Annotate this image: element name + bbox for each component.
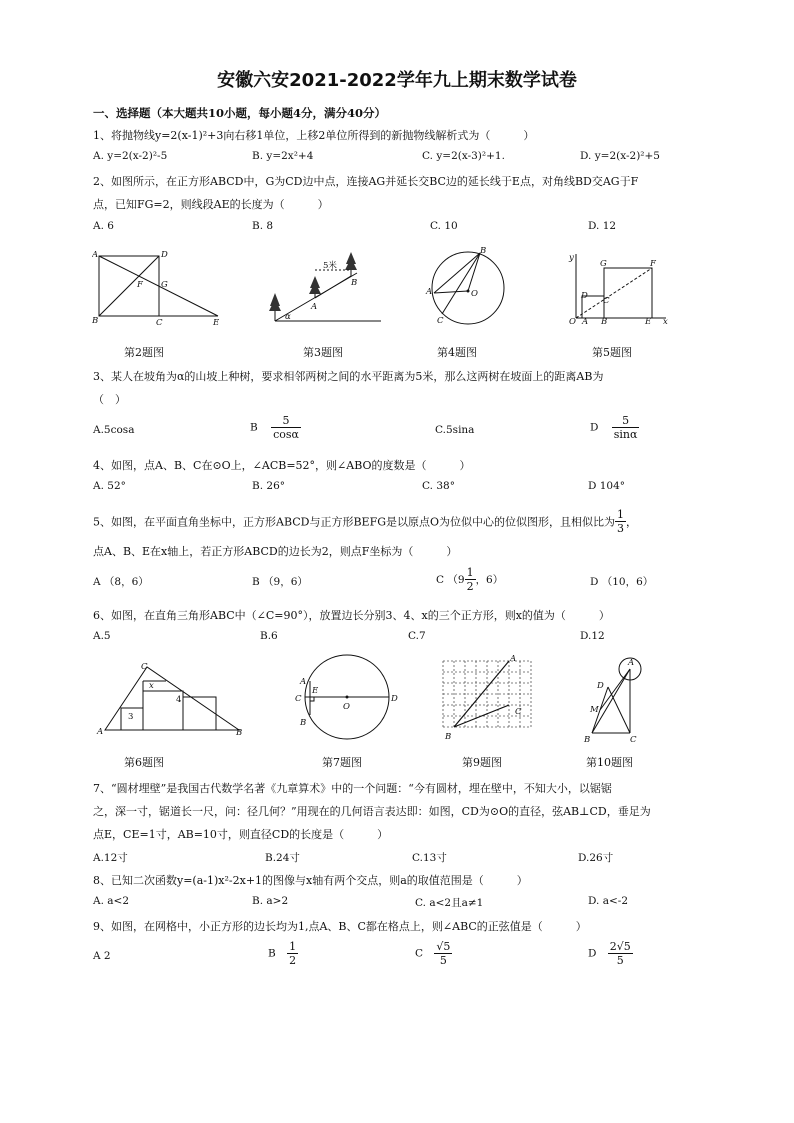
q5-c-prefix: C （9: [436, 574, 465, 586]
caption-fig7: 第7题图: [322, 756, 362, 769]
label-C: C: [603, 296, 610, 306]
caption-fig3: 第3题图: [303, 346, 343, 359]
q9-option-c: [415, 940, 452, 967]
caption-fig2: 第2题图: [124, 346, 164, 359]
q5-c-denominator: 2: [466, 580, 474, 593]
q1-option-c: C. y=2(x-3)²+1.: [422, 150, 505, 162]
q9-d-numerator: 2√5: [609, 940, 631, 953]
label-x: x: [149, 681, 154, 691]
q6-option-d: D.12: [580, 630, 605, 642]
q7-option-d: D.26寸: [578, 852, 614, 864]
q5-c-suffix: ，6）: [475, 574, 504, 586]
q4-option-a: A. 52°: [93, 480, 126, 492]
figure-q6: [95, 657, 255, 741]
question-1-stem: 1、将抛物线y=2(x-1)²+3向右移1单位，上移2单位所得到的新抛物线解析式为（ ）: [93, 129, 535, 142]
q5-ratio-numerator: 1: [617, 508, 625, 521]
q3-b-numerator: 5: [271, 414, 301, 428]
q7-option-b: B.24寸: [265, 852, 300, 864]
figure-q5: [562, 248, 674, 326]
label-C: C: [156, 318, 163, 328]
question-2-line2: 点，已知FG=2，则线段AE的长度为（ ）: [93, 198, 329, 211]
question-9-stem: 9、如图，在网格中，小正方形的边长均为1,点A、B、C都在格点上，则∠ABC的正弦值是（ ）: [93, 920, 587, 933]
label-C: C: [295, 694, 302, 704]
label-A: A: [92, 250, 99, 260]
label-D: D: [161, 250, 168, 260]
label-E: E: [213, 318, 220, 328]
q5-option-a: A （8，6）: [93, 576, 149, 588]
q9-option-d-label: D: [588, 947, 597, 960]
label-B: B: [445, 732, 452, 742]
q3-option-c: C.5sina: [435, 424, 475, 436]
label-B: B: [92, 316, 99, 326]
q9-b-numerator: 1: [289, 940, 297, 953]
q6-option-c: C.7: [408, 630, 426, 642]
label-E: E: [645, 317, 652, 326]
label-D: D: [391, 694, 398, 704]
section-heading: 一、选择题（本大题共10小题，每小题4分，满分40分）: [93, 106, 387, 120]
figure-q4: [424, 244, 514, 328]
label-A: A: [97, 727, 104, 737]
label-y: y: [569, 253, 574, 263]
q7-option-c: C.13寸: [412, 852, 447, 864]
label-D: D: [597, 681, 604, 691]
label-G: G: [600, 259, 607, 269]
q2-option-c: C. 10: [430, 220, 458, 232]
q9-c-denominator: 5: [439, 954, 447, 967]
question-4-stem: 4、如图，点A、B、C在⊙O上，∠ACB=52°，则∠ABO的度数是（ ）: [93, 459, 471, 472]
q5-line1-text: 5、如图，在平面直角坐标中，正方形ABCD与正方形BEFG是以原点O为位似中心的位似图形，且相似比为: [93, 515, 616, 529]
q5-option-c: [436, 566, 503, 593]
question-2-line1: 2、如图所示，在正方形ABCD中，G为CD边中点，连接AG并延长交BC边的延长线于E点，对角线BD交AG于F: [93, 175, 639, 188]
q1-option-a: A. y=2(x-2)²-5: [93, 150, 168, 162]
q1-option-d: D. y=2(x-2)²+5: [580, 150, 660, 162]
q3-option-b-label: B: [250, 421, 258, 434]
label-O: O: [471, 289, 478, 299]
label-B: B: [480, 246, 487, 256]
label-A: A: [582, 317, 589, 326]
label-G: G: [161, 280, 168, 290]
question-7-line3: 点E，CE=1寸，AB=10寸，则直径CD的长度是（ ）: [93, 828, 389, 841]
figure-q3: [265, 246, 387, 328]
q3-option-b: [250, 414, 301, 441]
caption-fig10: 第10题图: [586, 756, 633, 769]
q8-option-b: B. a>2: [252, 895, 289, 907]
q9-option-b-label: B: [268, 947, 276, 960]
label-C: C: [437, 316, 444, 326]
label-E: E: [312, 686, 319, 696]
question-3-line2: （ ）: [93, 393, 126, 406]
label-C: C: [515, 707, 522, 717]
page-title: 安徽六安2021-2022学年九上期末数学试卷: [217, 70, 577, 91]
label-O: O: [569, 317, 576, 326]
label-alpha: α: [285, 312, 291, 322]
figure-q10: [582, 653, 652, 743]
label-B: B: [300, 718, 307, 728]
label-A: A: [510, 654, 517, 664]
q5-c-numerator: 1: [466, 566, 474, 579]
label-3: 3: [128, 712, 134, 722]
label-F: F: [137, 280, 143, 290]
label-M: M: [590, 705, 599, 715]
question-8-stem: 8、已知二次函数y=(a-1)x²-2x+1的图像与x轴有两个交点，则a的取值范围是（ ）: [93, 874, 528, 887]
question-7-line2: 之，深一寸，锯道长一尺，问：径几何？”用现在的几何语言表达即：如图，CD为⊙O的直径，弦AB⊥CD，垂足为: [93, 805, 651, 818]
q5-ratio-end: ，: [626, 515, 638, 529]
q5-option-d: D （10，6）: [590, 576, 654, 588]
label-A: A: [311, 302, 318, 312]
q4-option-d: D 104°: [588, 480, 626, 492]
q8-option-c: C. a<2且a≠1: [415, 897, 484, 909]
q8-option-d: D. a<-2: [588, 895, 629, 907]
caption-fig4: 第4题图: [437, 346, 477, 359]
q9-option-a: A 2: [93, 950, 111, 962]
label-A: A: [426, 287, 433, 297]
q4-option-c: C. 38°: [422, 480, 455, 492]
label-A: A: [628, 658, 635, 668]
label-B: B: [351, 278, 358, 288]
question-3-line1: 3、某人在坡角为α的山坡上种树，要求相邻两树之间的水平距离为5米，那么这两树在坡面上的距离AB为: [93, 370, 604, 383]
q5-option-b: B （9，6）: [252, 576, 308, 588]
q3-option-a: A.5cosa: [93, 424, 135, 436]
q9-option-b: [268, 940, 298, 967]
label-O: O: [343, 702, 350, 712]
caption-fig6: 第6题图: [124, 756, 164, 769]
q3-b-denominator: cosα: [273, 428, 299, 441]
q2-option-b: B. 8: [252, 220, 274, 232]
q9-option-d: [588, 940, 633, 967]
label-A: A: [300, 677, 307, 687]
q9-option-c-label: C: [415, 947, 424, 960]
caption-fig9: 第9题图: [462, 756, 502, 769]
q3-d-numerator: 5: [612, 414, 640, 428]
caption-fig5: 第5题图: [592, 346, 632, 359]
q6-option-b: B.6: [260, 630, 278, 642]
q9-c-numerator: √5: [436, 940, 451, 953]
q3-option-d: [590, 414, 639, 441]
q3-d-denominator: sinα: [613, 428, 638, 441]
label-C: C: [630, 735, 637, 743]
question-6-stem: 6、如图，在直角三角形ABC中（∠C=90°），放置边长分别3、4、x的三个正方形，则x的值为（ ）: [93, 609, 610, 622]
q2-option-d: D. 12: [588, 220, 617, 232]
label-B: B: [584, 735, 591, 743]
label-B: B: [601, 317, 608, 326]
figure-q2: [92, 246, 228, 328]
question-5-line2: 点A、B、E在x轴上，若正方形ABCD的边长为2，则点F坐标为（ ）: [93, 545, 458, 558]
question-7-line1: 7、“圆材埋壁”是我国古代数学名著《九章算术》中的一个问题：“今有圆材，埋在壁中，不知大小，以锯锯: [93, 782, 612, 795]
q1-option-b: B. y=2x²+4: [252, 150, 314, 162]
q2-option-a: A. 6: [93, 220, 114, 232]
q3-option-d-label: D: [590, 421, 599, 434]
label-B: B: [236, 728, 243, 738]
q4-option-b: B. 26°: [252, 480, 286, 492]
label-C: C: [141, 662, 148, 672]
question-5-line1: [93, 508, 637, 535]
q5-ratio-denominator: 3: [617, 522, 625, 535]
label-5m: 5米: [323, 261, 337, 271]
q9-d-denominator: 5: [616, 954, 624, 967]
figure-q7: [285, 651, 405, 741]
label-D: D: [581, 291, 588, 301]
q7-option-a: A.12寸: [93, 852, 128, 864]
q9-b-denominator: 2: [289, 954, 297, 967]
figure-q9: [435, 651, 545, 745]
label-4: 4: [176, 695, 182, 705]
label-x: x: [663, 317, 668, 326]
q6-option-a: A.5: [93, 630, 111, 642]
label-F: F: [650, 259, 656, 269]
q8-option-a: A. a<2: [93, 895, 129, 907]
